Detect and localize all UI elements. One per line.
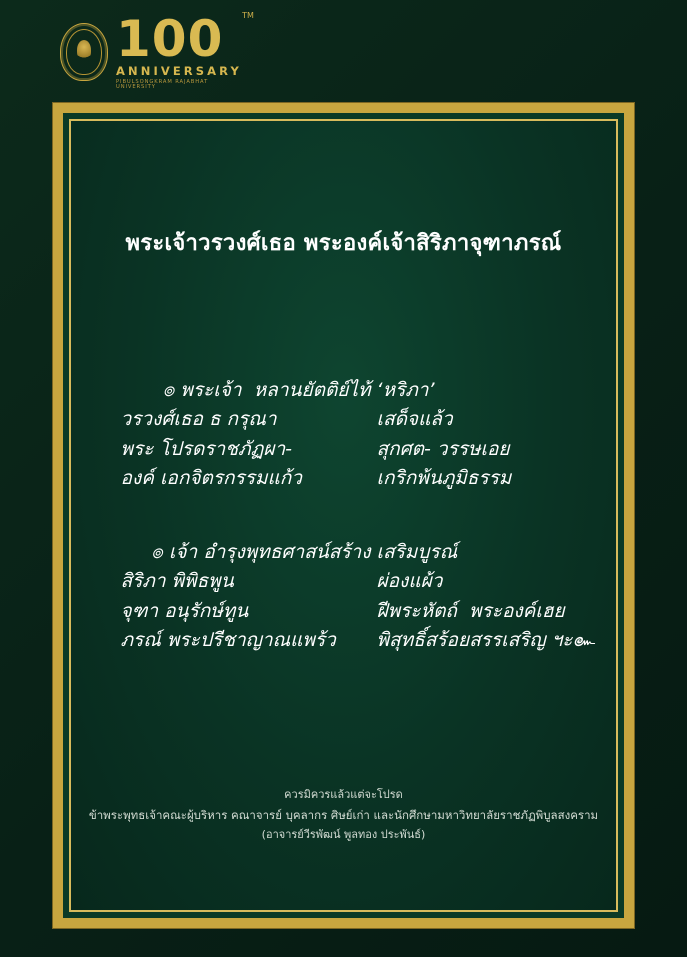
verse-segment-b: เกริกพ้นภูมิธรรม bbox=[376, 467, 512, 490]
verse-line bbox=[71, 405, 616, 434]
verse-line bbox=[71, 567, 616, 596]
verse-segment-a: องค์ เอกจิตรกรรมแก้ว bbox=[120, 467, 302, 490]
verse-segment-b: ‘หริภา’ bbox=[376, 379, 435, 401]
stanza-2 bbox=[71, 538, 616, 656]
credits-block bbox=[71, 785, 616, 844]
trademark-icon: TM bbox=[242, 10, 254, 20]
verse-segment-a: ภรณ์ พระปรีชาญาณแพร้ว bbox=[120, 629, 336, 652]
verse-segment-b: พิสุทธิ์สร้อยสรรเสริญ ฯะ๛ bbox=[376, 629, 595, 652]
verse-segment-a: ๏ เจ้า อำรุงพุทธศาสน์สร้าง bbox=[151, 540, 371, 563]
verse-line bbox=[71, 538, 616, 567]
card-inner-border bbox=[69, 119, 618, 912]
verse-segment-b: ฝีพระหัตถ์ พระองค์เฮย bbox=[376, 599, 565, 622]
verse-segment-a: พระ โปรดราชภัฏผา- bbox=[120, 437, 292, 460]
verse-segment-b: เสริมบูรณ์ bbox=[376, 540, 458, 563]
anniversary-number: 100 bbox=[116, 9, 224, 68]
credits-line-2: ข้าพระพุทธเจ้าคณะผู้บริหาร คณาจารย์ บุคลากร ศิษย์เก่า และนักศึกษามหาวิทยาลัยราชภัฏพิบูลสงคราม bbox=[88, 807, 599, 822]
verse-line bbox=[71, 376, 616, 405]
verse-segment-b: ผ่องแผ้ว bbox=[376, 570, 443, 593]
credits-line-1: ควรมิควรแล้วแต่จะโปรด bbox=[284, 788, 403, 802]
verse-segment-a: จุฑา อนุรักษ์ทูน bbox=[120, 599, 249, 622]
poem-body bbox=[71, 376, 616, 700]
page-title: พระเจ้าวรวงศ์เธอ พระองค์เจ้าสิริภาจุฑาภรณ์ bbox=[125, 231, 562, 256]
verse-line bbox=[71, 597, 616, 626]
anniversary-logo bbox=[60, 9, 254, 91]
stanza-1 bbox=[71, 376, 616, 494]
university-seal-icon bbox=[60, 23, 108, 81]
verse-segment-a: วรวงศ์เธอ ธ กรุณา bbox=[120, 408, 277, 431]
anniversary-label: ANNIVERSARY bbox=[116, 63, 242, 78]
credits-line-3: (อาจารย์วีรพัฒน์ พูลทอง ประพันธ์) bbox=[261, 827, 426, 841]
verse-segment-a: สิริภา พิพิธพูน bbox=[120, 570, 234, 593]
university-name: PIBULSONGKRAM RAJABHAT UNIVERSITY bbox=[116, 79, 209, 91]
verse-line bbox=[71, 626, 616, 655]
verse-segment-a: ๏ พระเจ้า หลานยัตติย์ไท้ bbox=[162, 379, 371, 401]
verse-line bbox=[71, 435, 616, 464]
verse-segment-b: สุกศต- วรรษเอย bbox=[376, 437, 510, 460]
framed-card bbox=[53, 103, 634, 928]
anniversary-wordmark bbox=[116, 9, 254, 91]
verse-line bbox=[71, 464, 616, 493]
verse-segment-b: เสด็จแล้ว bbox=[376, 408, 453, 431]
